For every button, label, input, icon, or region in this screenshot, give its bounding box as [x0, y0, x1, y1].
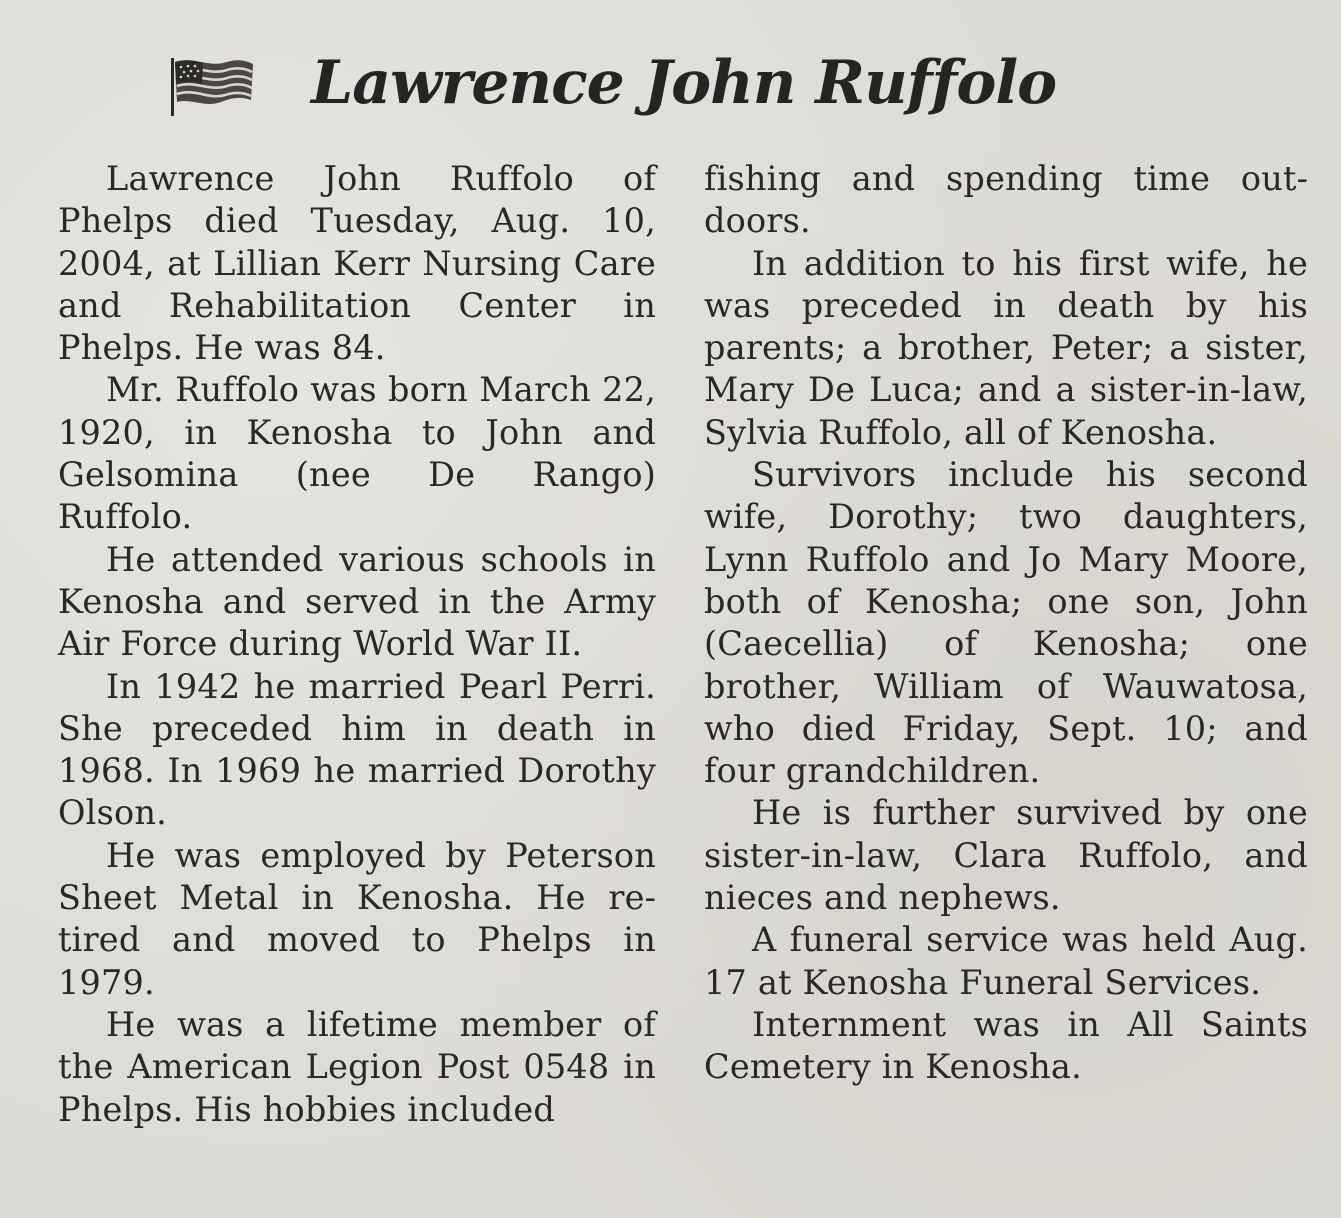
- paragraph-further-survivors: He is further survived by one sister-in-law, Clara Ruffolo, and nieces and nephews.: [704, 793, 1308, 918]
- right-text-column: [704, 158, 1308, 1089]
- obituary-title: Lawrence John Ruffolo: [311, 48, 1057, 118]
- paragraph-death-notice: Lawrence John Ruffolo of Phelps died Tuesday, Aug. 10, 2004, at Lillian Kerr Nursing Care and Rehabilitation Center in Phelps. He was 84.: [58, 159, 656, 368]
- paragraph-schooling-service: He attended various schools in Kenosha and served in the Army Air Force during World War II.: [58, 539, 656, 664]
- obituary-header: [165, 28, 1056, 138]
- paragraph-hobbies-continued: fishing and spending time outdoors.: [704, 159, 1308, 241]
- paragraph-birth: Mr. Ruffolo was born March 22, 1920, in Kenosha to John and Gelsomina (nee De Rango) Ruffolo.: [58, 370, 656, 537]
- paragraph-survivors: Survivors include his second wife, Dorothy; two daughters, Lynn Ruffolo and Jo Mary Moore, both of Kenosha; one son, John (Caecellia) of Kenosha; one brother, William of Wauwatosa, who died Friday, Sept. 10; and four grandchildren.: [704, 455, 1308, 791]
- american-flag-icon: [165, 54, 257, 118]
- paragraph-employment: He was employed by Peterson Sheet Metal in Kenosha. He retired and moved to Phelps in 1979.: [58, 835, 656, 1002]
- left-text-column: [58, 158, 656, 1131]
- paragraph-marriage: In 1942 he married Pearl Perri. She preceded him in death in 1968. In 1969 he married Dorothy Olson.: [58, 666, 656, 833]
- paragraph-internment: Internment was in All Saints Cemetery in Kenosha.: [704, 1004, 1308, 1087]
- paragraph-funeral-service: A funeral service was held Aug. 17 at Kenosha Funeral Services.: [704, 920, 1308, 1002]
- paragraph-preceded-in-death: In addition to his first wife, he was preceded in death by his parents; a brother, Peter; a sister, Mary De Luca; and a sister-in-law, Sylvia Ruffolo, all of Kenosha.: [704, 243, 1308, 452]
- paragraph-membership: He was a lifetime member of the American Legion Post 0548 in Phelps. His hobbies included: [58, 1004, 656, 1129]
